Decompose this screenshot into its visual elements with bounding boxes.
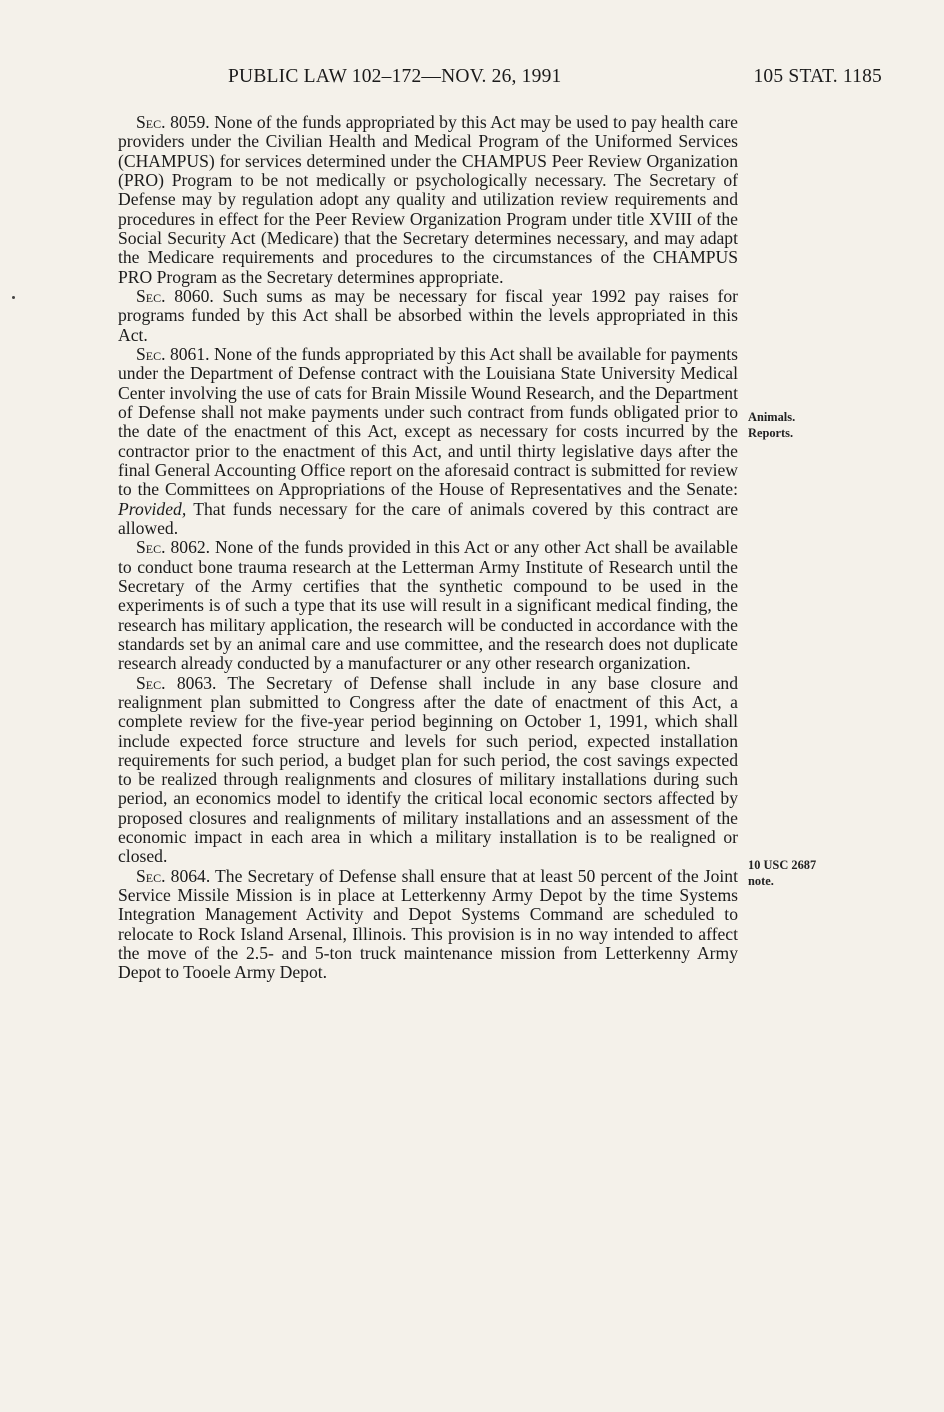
section-text: 8059. None of the funds appropriated by this Act may be used to pay health care providers under the Civilian Health and Medical Program of the Uniformed Services (CHAMPUS) for services determined under the CHAMPUS Peer Review Organization (PRO) Program to be not medically or psychologically necessary. The Secretary of Defense may by regulation adopt any quality and utilization review requirements and procedures in effect for the Peer Review Organization Program under title XVIII of the Social Security Act (Medicare) that the Secretary determines necessary, and may adapt the Medicare requirements and procedures to the circumstances of the CHAMPUS PRO Program as the Secretary determines appropriate. <box>118 112 738 287</box>
margin-note-line: Reports. <box>748 426 794 440</box>
section-text-continued: That funds necessary for the care of animals covered by this contract are allowed. <box>118 498 738 538</box>
header-stat-page: 105 STAT. 1185 <box>753 66 882 87</box>
margin-note-line: Animals. <box>748 410 796 424</box>
section-label: Sec. <box>136 285 166 306</box>
section-8061 <box>118 345 738 538</box>
section-label: Sec. <box>136 865 166 886</box>
body-text <box>118 113 738 983</box>
section-label: Sec. <box>136 672 166 693</box>
section-8062 <box>118 538 738 673</box>
section-8060 <box>118 287 738 345</box>
margin-note-line: 10 USC 2687 <box>748 858 817 872</box>
section-text: 8062. None of the funds provided in this Act or any other Act shall be available to conduct bone trauma research at the Letterman Army Institute of Research until the Secretary of the Army certifies that the synthetic compound to be used in the experiments is of such a type that its use will result in a significant medical finding, the research has military application, the research will be conducted in accordance with the standards set by an animal care and use committee, and the research does not duplicate research already conducted by a manufacturer or any other research organization. <box>118 537 738 674</box>
section-8059 <box>118 113 738 287</box>
section-text: 8064. The Secretary of Defense shall ensure that at least 50 percent of the Joint Service Missile Mission is in place at Letterkenny Army Depot by the time Systems Integration Management Activity and Depot Systems Command are scheduled to relocate to Rock Island Arsenal, Illinois. This provision is in no way intended to affect the move of the 2.5- and 5-ton truck maintenance mission from Letterkenny Army Depot to Tooele Army Depot. <box>118 865 738 983</box>
proviso-word: Provided, <box>118 498 187 519</box>
section-text: 8061. None of the funds appropriated by this Act shall be available for payments under the Department of Defense contract with the Louisiana State University Medical Center involving the use of cats for Brain Missile Wound Research, and the Department of Defense shall not make payments under such contract from funds obligated prior to the date of the enactment of this Act, except as necessary for costs incurred by the contractor prior to the enactment of this Act, and until thirty legislative days after the final General Accounting Office report on the aforesaid contract is submitted for review to the Committees on Appropriations of the House of Representatives and the Senate: <box>118 343 738 500</box>
header-title: PUBLIC LAW 102–172—NOV. 26, 1991 <box>228 66 562 87</box>
running-header <box>118 66 882 94</box>
section-text: 8063. The Secretary of Defense shall include in any base closure and realignment plan submitted to Congress after the date of enactment of this Act, a complete review for the five-year period beginning on October 1, 1991, which shall include expected force structure and levels for such period, expected installation requirements for such period, a budget plan for such period, the cost savings expected to be realized through realignments and closures of military installations during such period, an economics model to identify the critical local economic sectors affected by proposed closures and realignments of military installations and an assessment of the economic impact in each area in which a military installation is to be realigned or closed. <box>118 672 738 867</box>
section-text: 8060. Such sums as may be necessary for fiscal year 1992 pay raises for programs funded by this Act shall be absorbed within the levels appropriated in this Act. <box>118 285 738 345</box>
margin-note-animals-reports <box>748 409 868 441</box>
section-label: Sec. <box>136 343 166 364</box>
section-8064 <box>118 867 738 983</box>
section-label: Sec. <box>136 112 166 132</box>
margin-note-line: note. <box>748 874 774 888</box>
scan-speck <box>12 296 15 299</box>
margin-note-usc-citation <box>748 857 868 889</box>
section-8063 <box>118 674 738 867</box>
section-label: Sec. <box>136 537 166 558</box>
